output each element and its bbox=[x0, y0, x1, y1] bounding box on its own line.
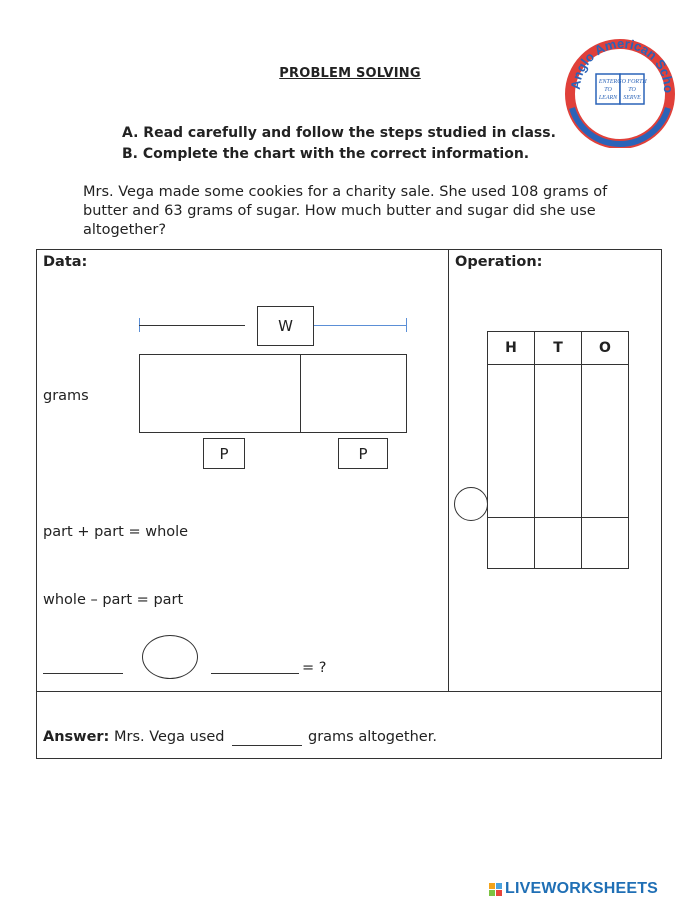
instruction-b: B. Complete the chart with the correct information. bbox=[122, 146, 530, 162]
brand-icon bbox=[489, 883, 502, 896]
footer-brand bbox=[489, 880, 658, 898]
column-header-t: T bbox=[535, 332, 582, 365]
bracket-right-line bbox=[314, 325, 407, 326]
result-cell-h[interactable] bbox=[488, 518, 535, 569]
school-logo bbox=[560, 28, 680, 148]
problem-text: Mrs. Vega made some cookies for a charity sale. She used 108 grams of butter and 63 grams of sugar. How much butter and sugar did she use altogether? bbox=[83, 184, 608, 238]
data-heading: Data: bbox=[43, 254, 88, 270]
svg-text:TO: TO bbox=[628, 87, 636, 93]
brand-name: LIVEWORKSHEETS bbox=[505, 880, 659, 897]
chart-divider-vertical bbox=[448, 249, 449, 692]
digits-cell-h[interactable] bbox=[488, 365, 535, 518]
operator-circle[interactable] bbox=[142, 635, 198, 679]
digits-cell-o[interactable] bbox=[582, 365, 629, 518]
logo-ring-text: Anglo American Scho bbox=[567, 35, 677, 94]
answer-line bbox=[43, 729, 225, 745]
bracket-left-line bbox=[139, 325, 245, 326]
answer-label: Answer: bbox=[43, 729, 110, 745]
page-title: PROBLEM SOLVING bbox=[279, 66, 421, 81]
equation-blank-1[interactable] bbox=[43, 673, 123, 674]
part-input-left[interactable]: P bbox=[203, 438, 245, 469]
chart-divider-horizontal bbox=[36, 691, 662, 692]
part-input-right[interactable]: P bbox=[338, 438, 388, 469]
result-cell-o[interactable] bbox=[582, 518, 629, 569]
part-bar-right[interactable] bbox=[300, 354, 407, 433]
operation-sign-circle[interactable] bbox=[454, 487, 488, 521]
answer-blank[interactable] bbox=[232, 745, 302, 746]
answer-suffix: grams altogether. bbox=[308, 729, 437, 745]
place-value-table bbox=[487, 331, 629, 569]
digits-cell-t[interactable] bbox=[535, 365, 582, 518]
column-header-h: H bbox=[488, 332, 535, 365]
unit-label: grams bbox=[43, 388, 89, 404]
svg-text:TO: TO bbox=[604, 87, 612, 93]
rule-whole-part-part: whole – part = part bbox=[43, 592, 184, 608]
equation-blank-2[interactable] bbox=[211, 673, 299, 674]
svg-text:ENTER: ENTER bbox=[598, 79, 618, 85]
rule-part-part-whole: part + part = whole bbox=[43, 524, 189, 540]
bracket-right-tick bbox=[406, 318, 407, 332]
svg-text:SERVE: SERVE bbox=[623, 95, 641, 101]
svg-text:GO FORTH: GO FORTH bbox=[617, 79, 647, 85]
instruction-a: A. Read carefully and follow the steps studied in class. bbox=[122, 125, 556, 141]
part-bar-left[interactable] bbox=[139, 354, 301, 433]
operation-heading: Operation: bbox=[455, 254, 543, 270]
result-cell-t[interactable] bbox=[535, 518, 582, 569]
column-header-o: O bbox=[582, 332, 629, 365]
equation-result: = ? bbox=[302, 660, 327, 676]
whole-input[interactable]: W bbox=[257, 306, 314, 346]
answer-prefix: Mrs. Vega used bbox=[113, 729, 225, 745]
svg-text:LEARN: LEARN bbox=[598, 95, 618, 101]
